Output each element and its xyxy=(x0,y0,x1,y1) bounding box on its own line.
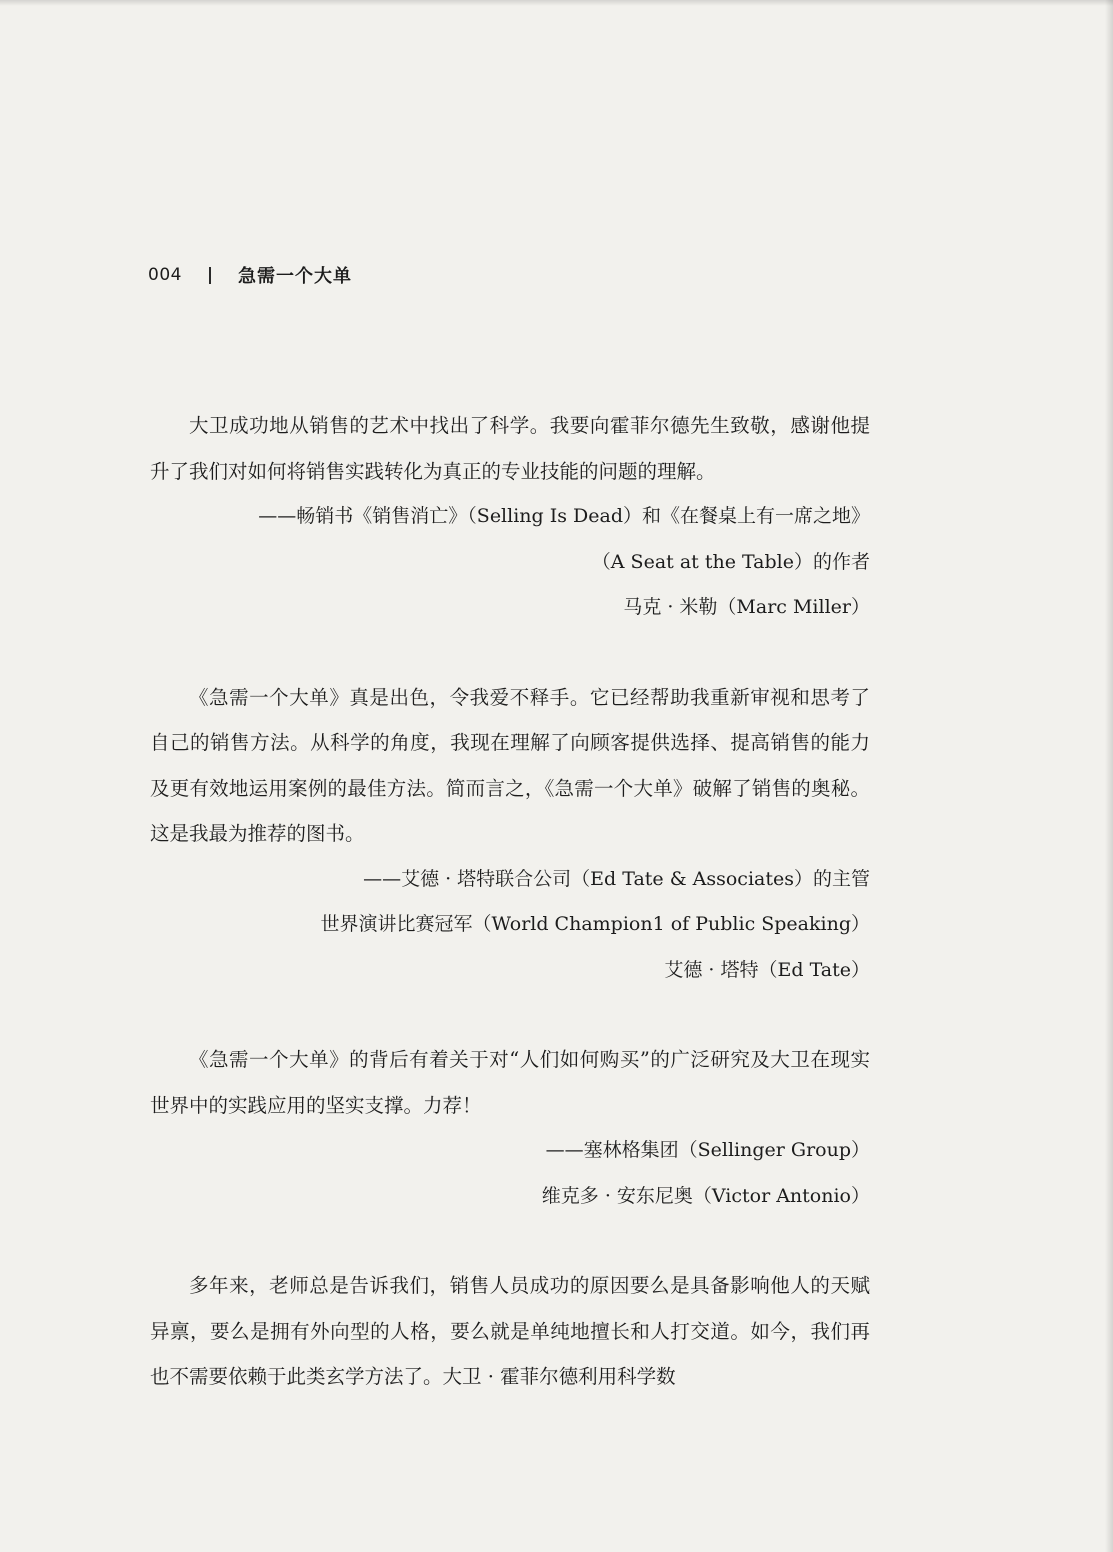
scan-edge-top xyxy=(0,0,1113,6)
quote-text: 《急需一个大单》的背后有着关于对“人们如何购买”的广泛研究及大卫在现实世界中的实践应用的坚实支撑。力荐！ xyxy=(150,1048,870,1117)
scan-edge-right xyxy=(1105,0,1113,1552)
attribution-line: ——塞林格集团（Sellinger Group） xyxy=(545,1139,870,1161)
quote-text: 大卫成功地从销售的艺术中找出了科学。我要向霍菲尔德先生致敬，感谢他提升了我们对如何将销售实践转化为真正的专业技能的问题的理解。 xyxy=(150,414,870,483)
endorsement-quote xyxy=(150,1263,870,1400)
attribution-line: 世界演讲比赛冠军（World Champion1 of Public Speaking） xyxy=(320,913,870,935)
attribution-line: （A Seat at the Table）的作者 xyxy=(591,550,870,573)
page-number: 004 xyxy=(148,265,182,285)
quote-text: 多年来，老师总是告诉我们，销售人员成功的原因要么是具备影响他人的天赋异禀，要么是拥有外向型的人格，要么就是单纯地擅长和人打交道。如今，我们再也不需要依赖于此类玄学方法了。大卫 · 霍菲尔德利用科学数 xyxy=(150,1274,870,1388)
attribution-line: ——畅销书《销售消亡》（Selling Is Dead）和《在餐桌上有一席之地》 xyxy=(258,505,870,527)
header-divider xyxy=(209,267,211,284)
attribution-name: 维克多 · 安东尼奥（Victor Antonio） xyxy=(541,1184,870,1207)
endorsement-quote xyxy=(150,1037,870,1219)
endorsement-quote xyxy=(150,403,870,631)
attribution-name: 马克 · 米勒（Marc Miller） xyxy=(623,596,870,618)
quote-text: 《急需一个大单》真是出色，令我爱不释手。它已经帮助我重新审视和思考了自己的销售方法。从科学的角度，我现在理解了向顾客提供选择、提高销售的能力及更有效地运用案例的最佳方法。简而言之，《急需一个大单》破解了销售的奥秘。这是我最为推荐的图书。 xyxy=(150,685,870,845)
running-header xyxy=(148,262,352,288)
book-title: 急需一个大单 xyxy=(237,266,352,287)
endorsement-quote xyxy=(150,675,870,994)
attribution-name: 艾德 · 塔特（Ed Tate） xyxy=(664,958,870,981)
attribution-line: ——艾德 · 塔特联合公司（Ed Tate & Associates）的主管 xyxy=(363,867,870,890)
page-body xyxy=(150,403,870,1400)
